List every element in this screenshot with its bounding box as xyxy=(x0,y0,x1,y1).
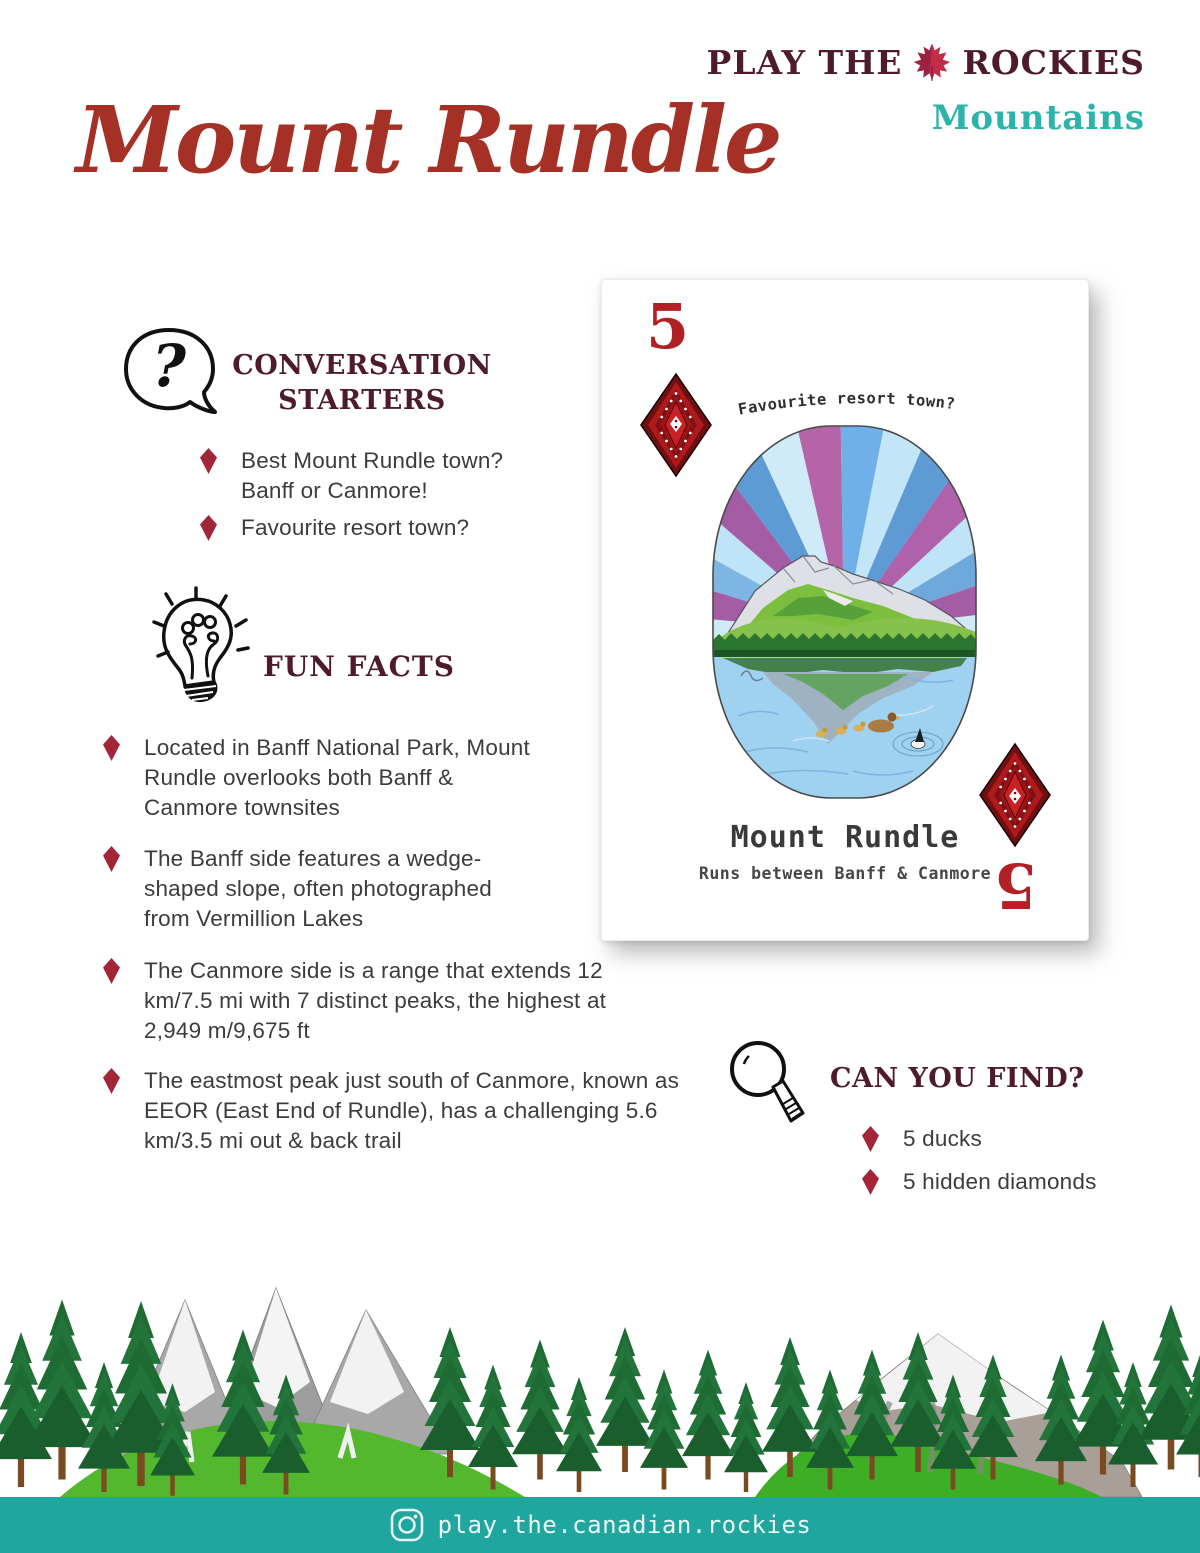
can-you-find-item: 5 ducks xyxy=(862,1124,982,1154)
diamond-bullet-icon xyxy=(103,958,120,984)
maple-leaf-icon xyxy=(912,42,952,82)
fun-facts-heading: FUN FACTS xyxy=(263,650,455,683)
ornate-diamond-suit-icon xyxy=(976,742,1054,848)
can-you-find-item: 5 hidden diamonds xyxy=(862,1167,1097,1197)
conversation-starter-item: Favourite resort town? xyxy=(200,513,530,543)
diamond-bullet-icon xyxy=(862,1169,879,1195)
diamond-bullet-icon xyxy=(103,735,120,761)
fun-fact-item: Located in Banff National Park, Mount Rundle overlooks both Banff & Canmore townsites xyxy=(103,733,549,823)
conversation-starter-item: Best Mount Rundle town? Banff or Canmore! xyxy=(200,446,530,506)
instagram-icon xyxy=(389,1507,425,1543)
card-rank-bottom: 5 xyxy=(994,849,1038,922)
fun-fact-item: The eastmost peak just south of Canmore, known as EEOR (East End of Rundle), has a challenging 5.6 km/3.5 mi out & back trail xyxy=(103,1066,689,1156)
lightbulb-icon xyxy=(146,586,258,712)
card-artwork-mount-rundle xyxy=(703,376,987,852)
fun-fact-item: The Canmore side is a range that extends 12 km/7.5 mi with 7 distinct peaks, the highest at 2,949 m/9,675 ft xyxy=(103,956,619,1046)
diamond-bullet-icon xyxy=(862,1126,879,1152)
brand-suffix: ROCKIES xyxy=(962,42,1145,82)
instagram-handle: play.the.canadian.rockies xyxy=(437,1511,812,1539)
conversation-starters-heading: CONVERSATION STARTERS xyxy=(232,350,492,417)
fun-fact-item: The Banff side features a wedge-shaped slope, often photographed from Vermillion Lakes xyxy=(103,844,534,934)
speech-bubble-question-icon xyxy=(118,324,220,428)
card-prompt-text: Favourite resort town? xyxy=(736,389,957,419)
footer-forest-mountains-illustration xyxy=(0,1262,1200,1497)
brand-prefix: PLAY THE xyxy=(706,42,903,82)
magnifying-glass-icon xyxy=(720,1036,820,1136)
diamond-bullet-icon xyxy=(200,515,217,541)
deck-subtitle: Mountains xyxy=(931,98,1145,138)
diamond-bullet-icon xyxy=(200,448,217,474)
page-title: Mount Rundle xyxy=(76,86,780,194)
card-subtitle: Runs between Banff & Canmore xyxy=(698,864,992,883)
diamond-bullet-icon xyxy=(103,846,120,872)
can-you-find-heading: CAN YOU FIND? xyxy=(830,1063,1085,1094)
svg-text:Favourite resort town? xyxy=(737,389,957,418)
card-title: Mount Rundle xyxy=(730,820,960,855)
footer-bar xyxy=(0,1497,1200,1553)
card-rank-top: 5 xyxy=(646,290,690,363)
diamond-bullet-icon xyxy=(103,1068,120,1094)
svg-text:?: ? xyxy=(152,332,186,400)
playing-card-5-of-diamonds xyxy=(601,279,1089,941)
